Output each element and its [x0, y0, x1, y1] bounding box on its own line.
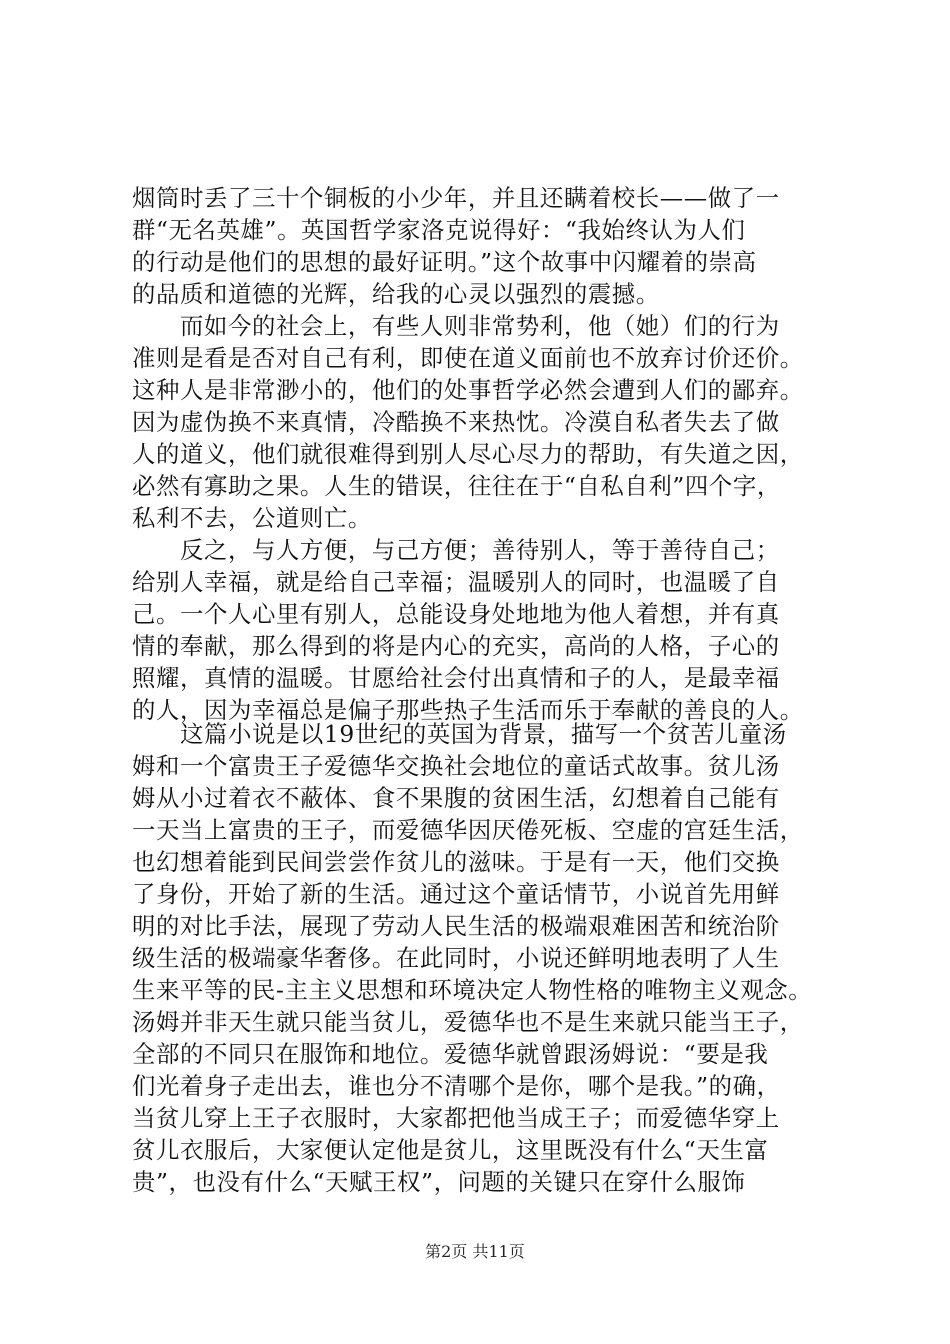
text-line: 一天当上富贵的王子，而爱德华因厌倦死板、空虚的宫廷生活，	[132, 816, 804, 844]
text-line: 全部的不同只在服饰和地位。爱德华就曾跟汤姆说：“要是我	[132, 1040, 769, 1068]
page-number-label: 第2页 共11页	[425, 1242, 525, 1261]
text-line: 情的奉献，那么得到的将是内心的充实，高尚的人格，子心的	[132, 632, 780, 660]
text-line: 这篇小说是以19世纪的英国为背景，描写一个贫苦儿童汤	[132, 720, 787, 748]
text-line: 贫儿衣服后，大家便认定他是贫儿，这里既没有什么“天生富	[132, 1136, 769, 1164]
page-footer	[0, 1240, 950, 1264]
text-line: 当贫儿穿上王子衣服时，大家都把他当成王子；而爱德华穿上	[132, 1104, 780, 1132]
text-line: 因为虚伪换不来真情，冷酷换不来热忱。冷漠自私者失去了做	[132, 408, 780, 436]
text-line: 人的道义，他们就很难得到别人尽心尽力的帮助，有失道之因，	[132, 440, 804, 468]
text-line: 汤姆并非天生就只能当贫儿，爱德华也不是生来就只能当王子，	[132, 1008, 804, 1036]
text-line: 反之，与人方便，与己方便；善待别人，等于善待自己；	[132, 536, 780, 564]
text-line: 级生活的极端豪华奢侈。在此同时，小说还鲜明地表明了人生	[132, 944, 780, 972]
text-line: 而如今的社会上，有些人则非常势利，他（她）们的行为	[132, 312, 780, 340]
text-line: 必然有寡助之果。人生的错误，往往在于“自私自利”四个字，	[132, 472, 781, 500]
text-line: 的品质和道德的光辉，给我的心灵以强烈的震撼。	[132, 280, 660, 308]
text-line: 烟筒时丢了三十个铜板的小少年，并且还瞒着校长——做了一	[132, 184, 780, 212]
text-line: 明的对比手法，展现了劳动人民生活的极端艰难困苦和统治阶	[132, 912, 780, 940]
text-line: 照耀，真情的温暖。甘愿给社会付出真情和子的人，是最幸福	[132, 664, 780, 692]
text-line: 的行动是他们的思想的最好证明。”这个故事中闪耀着的崇高	[132, 248, 757, 276]
text-line: 这种人是非常渺小的，他们的处事哲学必然会遭到人们的鄙弃。	[132, 376, 804, 404]
text-line: 生来平等的民-主主义思想和环境决定人物性格的唯物主义观念。	[132, 976, 813, 1004]
text-line: 群“无名英雄”。英国哲学家洛克说得好：“我始终认为人们	[132, 216, 746, 244]
text-line: 也幻想着能到民间尝尝作贫儿的滋味。于是有一天，他们交换	[132, 848, 780, 876]
text-section-1	[132, 182, 838, 726]
text-line: 准则是看是否对自己有利，即使在道义面前也不放弃讨价还价。	[132, 344, 804, 372]
text-line: 的人，因为幸福总是偏子那些热子生活而乐于奉献的善良的人。	[132, 696, 804, 724]
text-line: 私利不去，公道则亡。	[132, 504, 372, 532]
text-line: 们光着身子走出去，谁也分不清哪个是你，哪个是我。”的确，	[132, 1072, 781, 1100]
text-line: 给别人幸福，就是给自己幸福；温暖别人的同时，也温暖了自	[132, 568, 780, 596]
text-line: 了身份，开始了新的生活。通过这个童话情节，小说首先用鲜	[132, 880, 780, 908]
text-line: 贵”，也没有什么“天赋王权”，问题的关键只在穿什么服饰	[132, 1168, 746, 1196]
text-line: 己。一个人心里有别人，总能设身处地地为他人着想，并有真	[132, 600, 780, 628]
text-line: 姆和一个富贵王子爱德华交换社会地位的童话式故事。贫儿汤	[132, 752, 780, 780]
text-line: 姆从小过着衣不蔽体、食不果腹的贫困生活，幻想着自己能有	[132, 784, 780, 812]
text-section-2	[132, 718, 838, 1198]
